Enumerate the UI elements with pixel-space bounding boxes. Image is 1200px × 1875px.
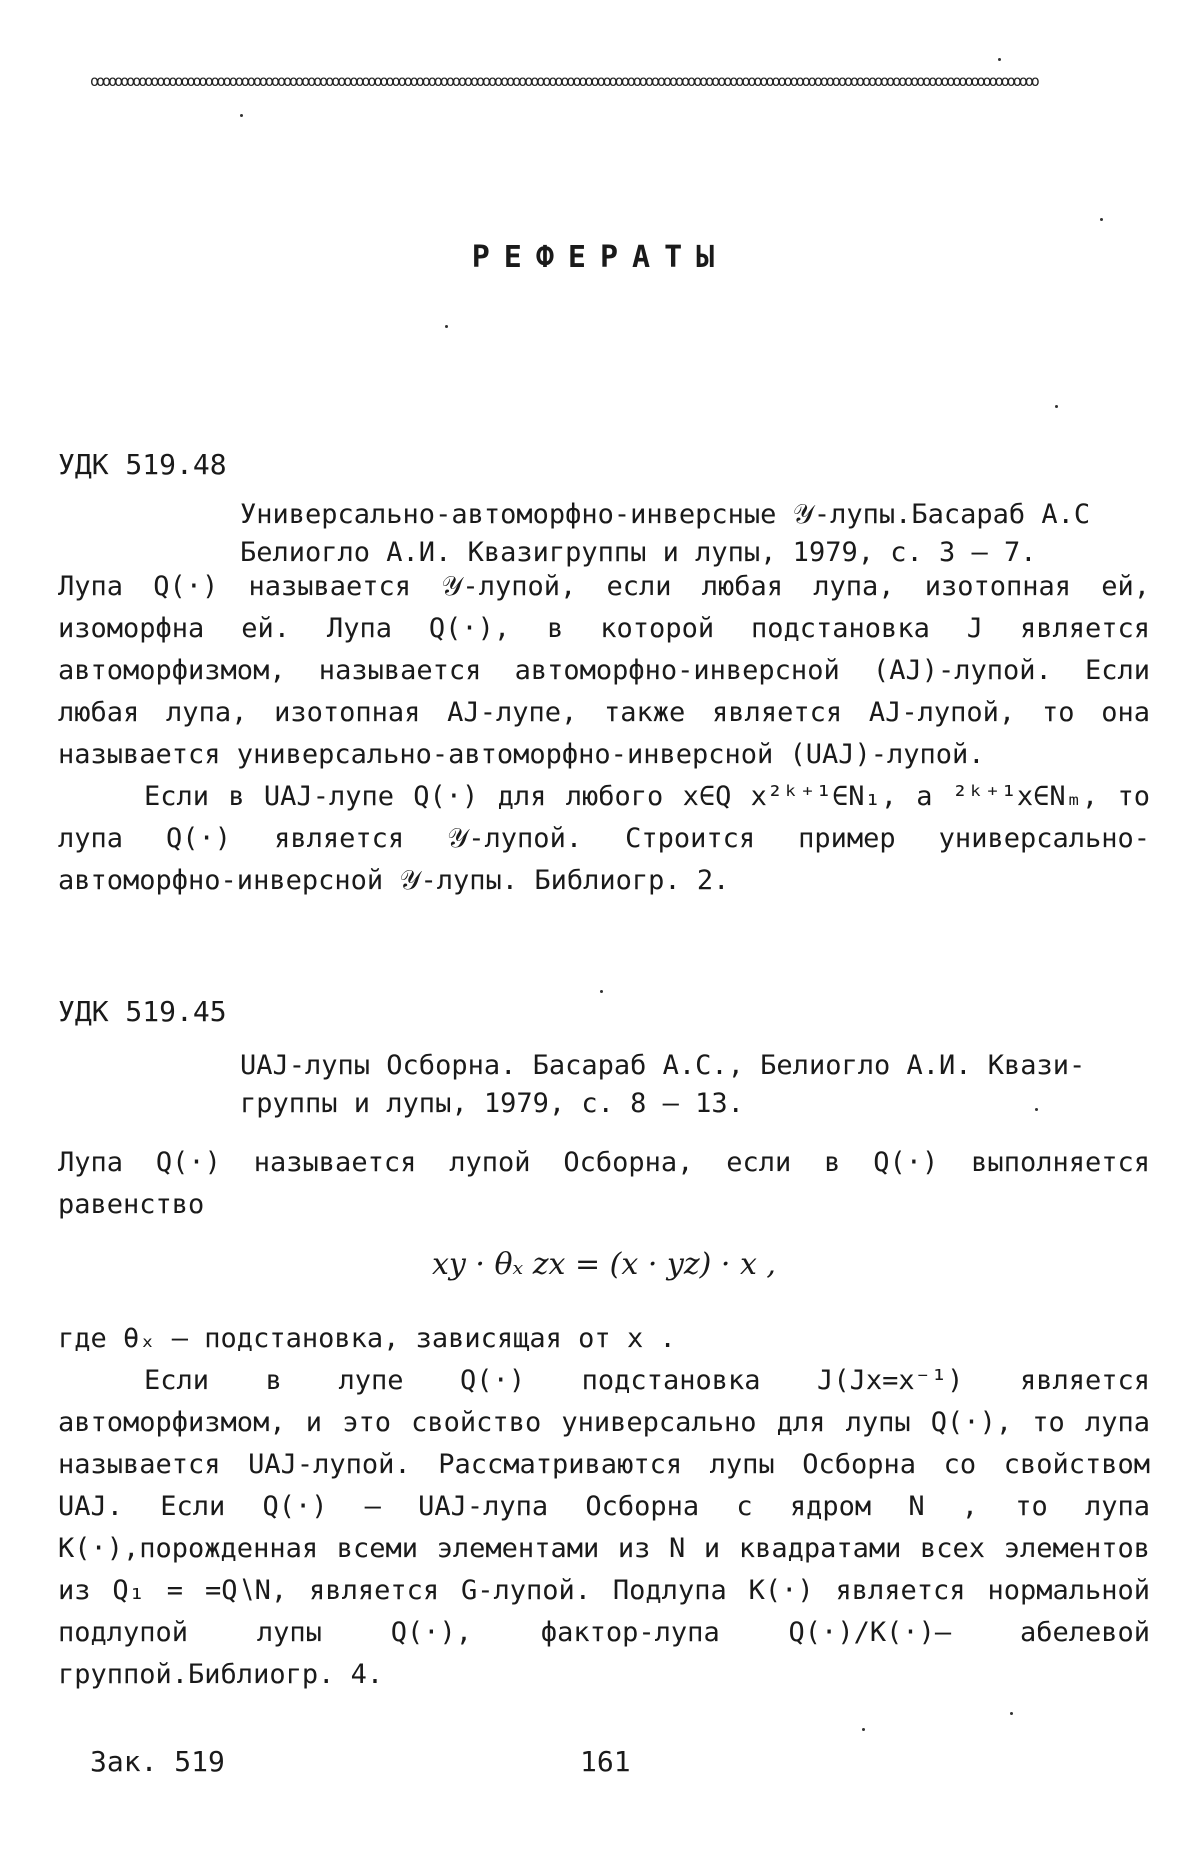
- scan-speck: [600, 990, 603, 993]
- scan-speck: [240, 114, 243, 117]
- udc-code-1: УДК 519.48: [58, 448, 227, 481]
- scan-speck: [862, 1728, 865, 1731]
- scan-speck: [998, 58, 1001, 61]
- scan-speck: [1100, 218, 1103, 221]
- page-heading: РЕФЕРАТЫ: [471, 240, 729, 275]
- decorative-border-rule: ooooooooooooooooooooooooooooooooooooooooooooooooooooooooooooooooooooooooooooooooooooooooooooooooooooooooooooooooooooooooooooooooooooooooooooooooooooooooooooo: [90, 72, 1037, 90]
- abstract-1-citation-line-1: Универсально-автоморфно-инверсные 𝒴-лупы.Басараб А.С: [240, 499, 1091, 530]
- abstract-1-body: [58, 566, 1150, 902]
- abstract-2-body: [58, 1142, 1150, 1696]
- abstract-1-paragraph-1: Лупа Q(·) называется 𝒴-лупой, если любая лупа, изотопная ей, изоморфна ей. Лупа Q(·), в которой подстановка J является автоморфизмом, называется автоморфно-инверсной (AJ)-лупой. Если любая лупа, изотопная AJ-лупе, также является AJ-лупой, то она называется универсально-автоморфно-инверсной (UAJ)-лупой.: [58, 571, 1150, 770]
- scan-speck: [1010, 1712, 1013, 1715]
- scan-speck: [1035, 1108, 1038, 1111]
- abstract-2-paragraph-3: Если в лупе Q(·) подстановка J(Jx=x⁻¹) является автоморфизмом, и это свойство универсально для лупы Q(·), то лупа называется UAJ-лупой. Рассматриваются лупы Осборна со свойством UAJ. Если Q(·) – UAJ-лупа Осборна с ядром N , то лупа K(·),порожденная всеми элементами из N и квадратами всех элементов из Q₁ = =Q∖N, является G-лупой. Подлупа K(·) является нормальной подлупой лупы Q(·), фактор-лупа Q(·)/K(·)— абелевой группой.Библиогр. 4.: [58, 1365, 1150, 1690]
- scan-speck: [445, 325, 448, 328]
- abstract-1-paragraph-2: Если в UAJ-лупе Q(·) для любого x∈Q x²ᵏ⁺¹∈N₁, a ²ᵏ⁺¹x∈Nₘ, то лупа Q(·) является 𝒴-лупой. Строится пример универсально-автоморфно-инверсной 𝒴-лупы. Библиогр. 2.: [58, 781, 1150, 896]
- footer-order-number: Зак. 519: [90, 1745, 225, 1778]
- abstract-1-citation-line-2: Белиогло А.И. Квазигруппы и лупы, 1979, с. 3 – 7.: [240, 537, 1037, 568]
- abstract-2-formula: xy · θₓ zx = (x · yz) · x ,: [432, 1247, 776, 1282]
- abstract-2-citation-line-2: группы и лупы, 1979, с. 8 – 13.: [240, 1088, 744, 1119]
- abstract-2-paragraph-2: где θₓ – подстановка, зависящая от x .: [58, 1323, 676, 1354]
- udc-code-2: УДК 519.45: [58, 995, 227, 1028]
- abstract-2-paragraph-1: Лупа Q(·) называется лупой Осборна, если в Q(·) выполняется равенство: [58, 1147, 1150, 1220]
- page-number: 161: [580, 1745, 631, 1778]
- scan-speck: [1055, 405, 1058, 408]
- abstract-1-citation: [240, 496, 1150, 572]
- abstract-2-citation-line-1: UAJ-лупы Осборна. Басараб А.С., Белиогло А.И. Квази-: [240, 1050, 1086, 1081]
- abstract-2-citation: [240, 1047, 1150, 1123]
